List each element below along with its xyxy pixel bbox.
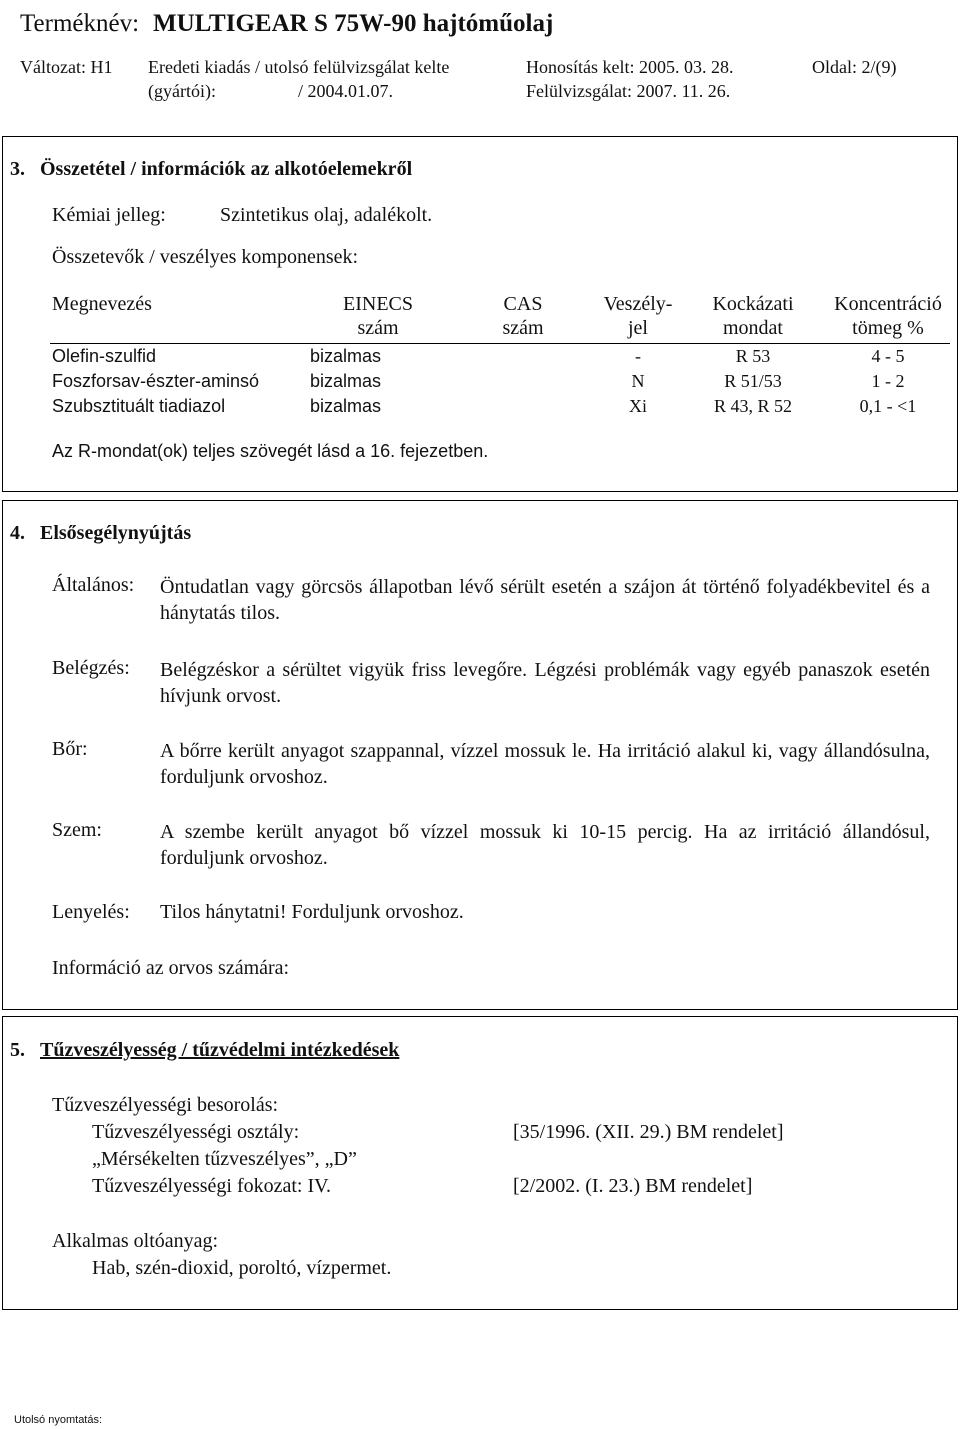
r-phrase-note: Az R-mondat(ok) teljes szövegét lásd a 16. fejezetben. xyxy=(52,441,489,461)
row-1-risk: R 53 xyxy=(735,346,771,366)
fire-class-regulation: [35/1996. (XII. 29.) BM rendelet] xyxy=(513,1121,784,1143)
original-issue-line1: Eredeti kiadás / utolsó felülvizsgálat kelte xyxy=(148,57,450,77)
naturalization-date: Honosítás kelt: 2005. 03. 28. xyxy=(526,57,734,77)
first-aid-general-text: Öntudatlan vagy görcsös állapotban lévő sérült esetén a szájon át történő folyadékbevitel és a hánytatás tilos. xyxy=(160,576,930,624)
col-header-hazard: Veszély- xyxy=(603,293,673,315)
version: Változat: H1 xyxy=(20,57,113,77)
product-name: MULTIGEAR S 75W-90 hajtóműolaj xyxy=(153,10,554,37)
document-header-title xyxy=(20,10,553,38)
section-5-heading xyxy=(10,1039,399,1062)
first-aid-skin-text: A bőrre került anyagot szappannal, vízzel mossuk le. Ha irritáció alakul ki, vagy állandósulna, forduljunk orvoshoz. xyxy=(160,740,930,788)
col-header-name: Megnevezés xyxy=(52,293,152,315)
row-3-einecs: bizalmas xyxy=(310,396,382,416)
section-3-number: 3. xyxy=(10,158,25,180)
fire-classification-label: Tűzveszélyességi besorolás: xyxy=(52,1094,279,1116)
col-header-hazard-sub: jel xyxy=(628,317,648,339)
first-aid-general-label: Általános: xyxy=(52,574,135,596)
col-header-concentration: Koncentráció xyxy=(834,293,942,315)
chemical-nature-value: Szintetikus olaj, adalékolt. xyxy=(220,204,433,226)
extinguisher-value: Hab, szén-dioxid, poroltó, vízpermet. xyxy=(92,1257,392,1279)
first-aid-eye-text: A szembe került anyagot bő vízzel mossuk ki 10-15 percig. Ha az irritáció állandósul, forduljunk orvoshoz. xyxy=(160,821,930,869)
section-3-title: Összetétel / információk az alkotóelemekről xyxy=(40,158,413,180)
first-aid-ingestion-text: Tilos hánytatni! Forduljunk orvoshoz. xyxy=(160,901,464,923)
last-printed-label: Utolsó nyomtatás: xyxy=(14,1414,103,1426)
col-header-risk: Kockázati xyxy=(712,293,794,315)
col-header-einecs: EINECS xyxy=(343,293,413,315)
col-header-cas: CAS xyxy=(503,293,543,315)
row-2-concentration: 1 - 2 xyxy=(871,371,905,391)
row-1-concentration: 4 - 5 xyxy=(871,346,905,366)
fire-class-label: Tűzveszélyességi osztály: xyxy=(92,1121,300,1143)
doctor-info-label: Információ az orvos számára: xyxy=(52,957,290,979)
page-number: Oldal: 2/(9) xyxy=(812,57,897,77)
row-1-name: Olefin-szulfid xyxy=(52,346,157,366)
col-header-risk-sub: mondat xyxy=(723,317,783,339)
original-issue-date: / 2004.01.07. xyxy=(298,81,394,101)
section-4-number: 4. xyxy=(10,522,25,544)
row-2-hazard: N xyxy=(631,371,645,391)
row-3-name: Szubsztituált tiadiazol xyxy=(52,396,226,416)
col-header-einecs-sub: szám xyxy=(357,317,399,339)
review-date: Felülvizsgálat: 2007. 11. 26. xyxy=(526,81,731,101)
first-aid-eye-label: Szem: xyxy=(52,819,102,841)
original-issue-line2: (gyártói): xyxy=(148,81,216,101)
first-aid-ingestion-label: Lenyelés: xyxy=(52,901,130,923)
fire-grade: Tűzveszélyességi fokozat: IV. xyxy=(92,1175,331,1197)
section-5-title: Tűzveszélyesség / tűzvédelmi intézkedések xyxy=(40,1039,400,1061)
col-header-cas-sub: szám xyxy=(502,317,544,339)
row-1-hazard: - xyxy=(635,346,641,366)
chemical-nature-label: Kémiai jelleg: xyxy=(52,204,166,226)
row-3-hazard: Xi xyxy=(629,396,647,416)
fire-class-value: „Mérsékelten tűzveszélyes”, „D” xyxy=(92,1148,357,1170)
components-label: Összetevők / veszélyes komponensek: xyxy=(52,246,359,268)
col-header-concentration-sub: tömeg % xyxy=(852,317,924,339)
product-name-label: Terméknév: xyxy=(20,10,140,37)
fire-grade-regulation: [2/2002. (I. 23.) BM rendelet] xyxy=(513,1175,753,1197)
section-4-title: Elsősegélynyújtás xyxy=(40,522,192,544)
first-aid-inhalation-text: Belégzéskor a sérültet vigyük friss levegőre. Légzési problémák vagy egyéb panaszok esetén hívjunk orvost. xyxy=(160,659,930,707)
row-2-einecs: bizalmas xyxy=(310,371,382,391)
row-3-risk: R 43, R 52 xyxy=(713,396,792,416)
first-aid-inhalation-label: Belégzés: xyxy=(52,657,130,679)
section-5-number: 5. xyxy=(10,1039,25,1061)
row-2-risk: R 51/53 xyxy=(724,371,782,391)
section-4-heading xyxy=(10,522,191,545)
table-header-rule xyxy=(50,343,950,344)
section-3-heading xyxy=(10,158,412,181)
row-2-name: Foszforsav-észter-aminsó xyxy=(52,371,260,391)
row-3-concentration: 0,1 - <1 xyxy=(859,396,917,416)
row-1-einecs: bizalmas xyxy=(310,346,382,366)
extinguisher-label: Alkalmas oltóanyag: xyxy=(52,1230,219,1252)
first-aid-skin-label: Bőr: xyxy=(52,738,88,760)
